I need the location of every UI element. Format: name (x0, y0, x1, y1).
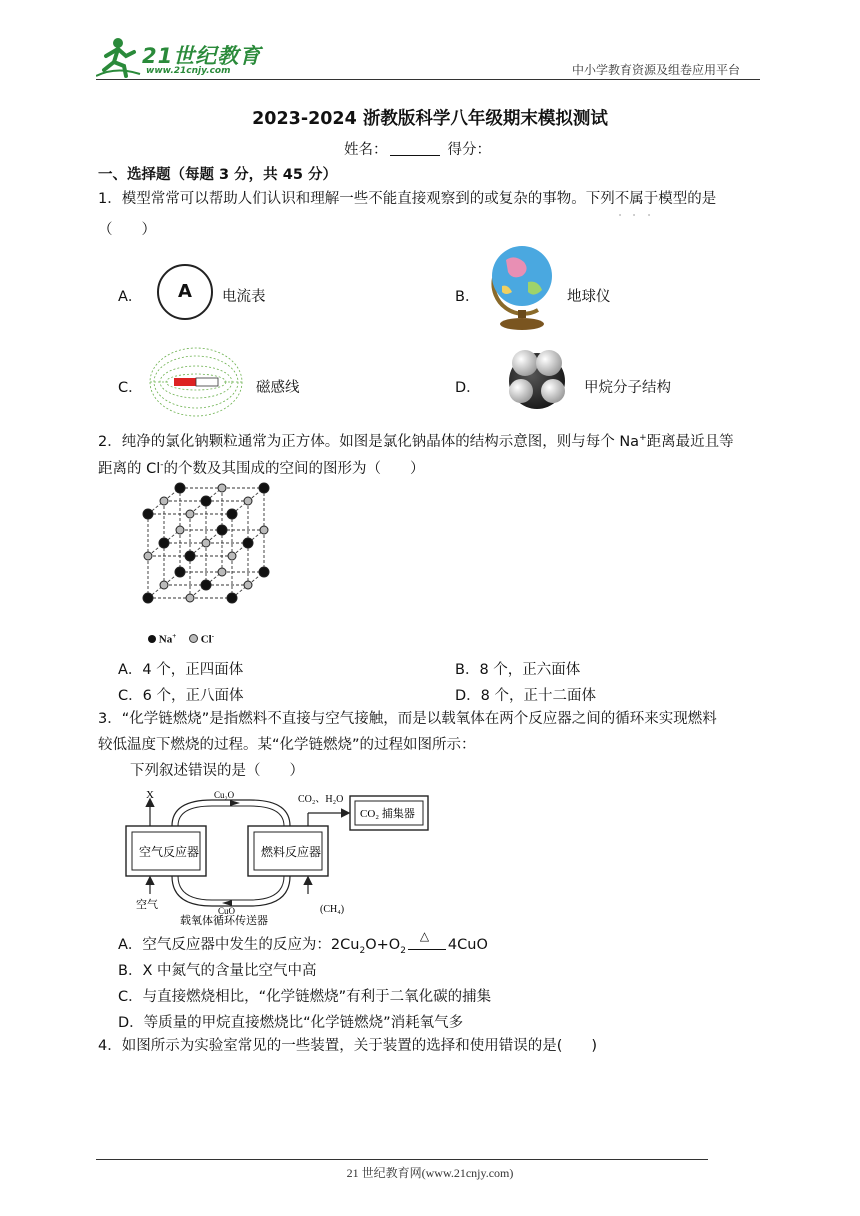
question-2-line-1: 2．纯净的氯化钠颗粒通常为正方体。如图是氯化钠晶体的结构示意图，则与每个 Na+距离最近且等 (98, 433, 734, 450)
q1-option-b-label: 地球仪 (567, 289, 611, 305)
na-dot-icon (148, 635, 156, 643)
na-ion (259, 483, 269, 493)
cl-ion (260, 526, 268, 534)
na-ion (185, 551, 195, 561)
ammeter-icon: A (157, 264, 213, 320)
cl-ion (202, 539, 210, 547)
question-2-line-2: 距离的 Cl-的个数及其围成的空间的图形为（ ） (98, 460, 425, 477)
q3-option-c: C．与直接燃烧相比，“化学链燃烧”有利于二氧化碳的捕集 (118, 989, 492, 1005)
footer-divider (96, 1159, 708, 1160)
na-ion (175, 483, 185, 493)
fuel-reactor-label: 燃料反应器 (261, 845, 322, 859)
cl-ion (186, 594, 194, 602)
q3-option-a: A．空气反应器中发生的反应为：$2Cu_2O+O_2$ △ 4CuO (118, 929, 488, 956)
cl-ion (160, 497, 168, 505)
question-1-text: 1．模型常常可以帮助人们认识和理解一些不能直接观察到的或复杂的事物。下列不属于 · · · 模型的是 (98, 191, 717, 220)
cl-ion (228, 552, 236, 560)
chemical-looping-svg (122, 786, 434, 928)
header-right-text: 中小学教育资源及组卷应用平台 (572, 63, 741, 77)
methane-molecule-icon (497, 347, 577, 413)
question-3-line-1: 3．“化学链燃烧”是指燃料不直接与空气接触，而是以载氧体在两个反应器之间的循环来实现燃料 (98, 711, 717, 727)
na-ion (259, 567, 269, 577)
magnetic-field-lines-icon (148, 346, 244, 418)
air-label: 空气 (136, 899, 158, 911)
q1-option-c-label: 磁感线 (256, 380, 300, 396)
label-x: X (146, 789, 154, 801)
q1-option-b-letter: B． (455, 289, 480, 305)
ch4-label: (CH₄) (320, 904, 345, 915)
na-ion (175, 567, 185, 577)
q1-option-c-letter: C． (118, 380, 143, 396)
question-4-text: 4．如图所示为实验室常见的一些装置，关于装置的选择和使用错误的是( ) (98, 1038, 598, 1054)
nacl-lattice-svg (136, 476, 272, 616)
name-blank (390, 155, 440, 156)
logo-text: 21世纪教育 (142, 44, 262, 68)
q3-option-d: D．等质量的甲烷直接燃烧比“化学链燃烧”消耗氧气多 (118, 1015, 464, 1031)
page-title: 2023-2024 浙教版科学八年级期末模拟测试 (252, 109, 608, 129)
footer-text: 21 世纪教育网(www.21cnjy.com) (346, 1166, 514, 1180)
q2-option-b: B．8 个，正六面体 (455, 662, 581, 678)
na-ion (143, 593, 153, 603)
question-3-line-3: 下列叙述错误的是（ ） (130, 763, 304, 779)
chemical-looping-diagram (122, 786, 434, 928)
q2-option-d: D．8 个，正十二面体 (455, 688, 596, 704)
na-ion (243, 538, 253, 548)
q1-option-d-label: 甲烷分子结构 (584, 380, 671, 396)
na-ion (227, 509, 237, 519)
section-heading: 一、选择题（每题 3 分，共 45 分） (98, 167, 337, 183)
cu2o-label: Cu₂O (214, 790, 235, 800)
co2-capture-label: CO₂ 捕集器 (360, 808, 415, 820)
cl-ion (218, 568, 226, 576)
cl-ion (144, 552, 152, 560)
emphasis-text: 不属于 · · · (614, 191, 659, 220)
name-score-line (344, 138, 491, 159)
crystal-legend: Na+ Cl- (148, 632, 214, 646)
score-label: 得分： (447, 142, 491, 158)
q1-option-a-letter: A． (118, 289, 143, 305)
na-ion (201, 580, 211, 590)
na-ion (143, 509, 153, 519)
cl-ion (244, 581, 252, 589)
logo-url: www.21cnjy.com (146, 66, 231, 76)
reaction-condition: △ (408, 937, 446, 951)
q1-option-a-label: 电流表 (222, 289, 266, 305)
na-ion (159, 538, 169, 548)
globe-icon (484, 240, 560, 332)
question-3-line-2: 较低温度下燃烧的过程。某“化学链燃烧”的过程如图所示： (98, 737, 476, 753)
nacl-crystal-diagram (136, 476, 272, 616)
cl-ion (218, 484, 226, 492)
na-ion (217, 525, 227, 535)
question-1-paren: （ ） (98, 222, 156, 238)
q2-option-a: A．4 个，正四面体 (118, 662, 244, 678)
air-reactor-label: 空气反应器 (139, 845, 200, 859)
cuo-label: CuO (218, 906, 236, 916)
na-ion (201, 496, 211, 506)
q2-option-c: C．6 个，正八面体 (118, 688, 244, 704)
cl-dot-icon (189, 634, 198, 643)
q3-option-b: B．X 中氮气的含量比空气中高 (118, 963, 317, 979)
cl-ion (244, 497, 252, 505)
q1-option-d-letter: D． (455, 380, 481, 396)
na-ion (227, 593, 237, 603)
header-divider (96, 79, 760, 80)
cl-ion (186, 510, 194, 518)
name-label: 姓名： (344, 142, 388, 158)
co2-h2o-label: CO₂、H₂O (298, 794, 344, 805)
cl-ion (176, 526, 184, 534)
carrier-label: 载氧体循环传送器 (180, 915, 268, 927)
cl-ion (160, 581, 168, 589)
